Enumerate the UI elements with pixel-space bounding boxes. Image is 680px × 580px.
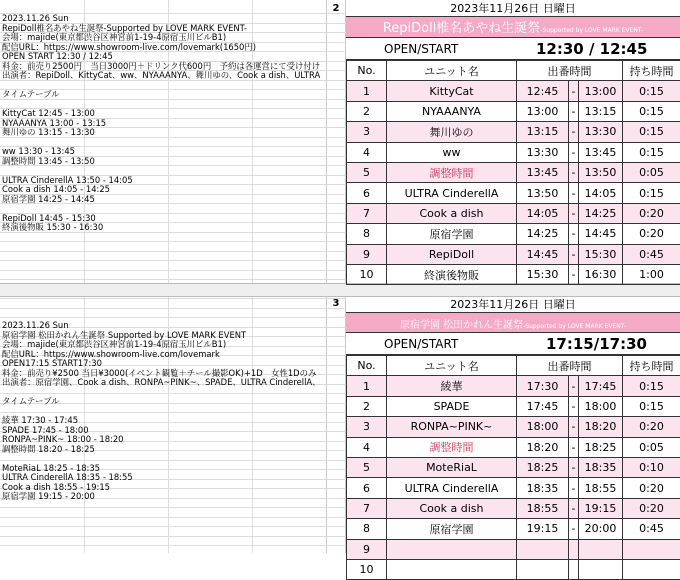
cell-line: OPEN START 12:30 / 12:45 [2,52,113,61]
cell-line: 2023.11.26 Sun [2,321,69,330]
cell-line: KittyCat 12:45 - 13:00 [2,109,95,118]
header-no: No. [347,356,387,376]
cell-start-time[interactable]: 18:00 [517,417,569,437]
table-row [347,396,680,416]
cell-start-time[interactable]: 15:30 [517,264,569,284]
cell-line: Cook a dish 18:55 - 19:15 [2,483,110,492]
cell-no[interactable]: 8 [347,224,387,244]
cell-start-time[interactable]: 14:05 [517,203,569,223]
cell-line: RepiDoll 14:45 - 15:30 [2,214,96,223]
cell-duration[interactable] [623,539,680,559]
cell-duration[interactable]: 0:15 [623,376,680,396]
cell-no[interactable]: 4 [347,437,387,457]
cell-line: ww 13:30 - 13:45 [2,147,75,156]
cell-end-time[interactable]: 17:45 [579,376,623,396]
cell-end-time[interactable]: 13:00 [579,81,623,101]
cell-no[interactable]: 4 [347,142,387,162]
cell-line: 料金：前売り2500円 当日3000円＋ドリンク代600円 予約は各運営にて受け付け [2,62,320,71]
grid-row-line [0,308,346,309]
cell-line: 出演者：原宿学園、Cook a dish、RONPA~PINK~、SPADE、ULTRA CinderellA、 [2,378,321,387]
cell-start-time[interactable] [517,539,569,559]
cell-start-time[interactable]: 12:45 [517,81,569,101]
cell-duration[interactable]: 0:15 [623,101,680,121]
open-start-value: 17:15/17:30 [546,335,647,353]
cell-line: 2023.11.26 Sun [2,14,69,23]
header-duration: 持ち時間 [623,356,680,376]
event-title: RepiDoll椎名あやね生誕祭 [383,21,541,36]
header-performance-time: 出番時間 [517,356,623,376]
cell-end-time[interactable]: 19:15 [579,498,623,518]
cell-end-time[interactable] [579,559,623,579]
cell-line: OPEN17:15 START17:30 [2,359,102,368]
cell-dash[interactable]: - [569,457,579,477]
cell-line: 調整時間 13:45 - 13:50 [2,157,95,166]
cell-start-time[interactable]: 18:55 [517,498,569,518]
cell-no[interactable]: 6 [347,183,387,203]
cell-no[interactable]: 3 [347,417,387,437]
cell-dash[interactable]: - [569,183,579,203]
grid-column-line [326,0,327,553]
cell-line: SPADE 17:45 - 18:00 [2,426,89,435]
cell-duration[interactable]: 0:20 [623,417,680,437]
cell-duration[interactable]: 0:45 [623,244,680,264]
cell-no[interactable]: 6 [347,478,387,498]
cell-no[interactable]: 8 [347,519,387,539]
open-start-label: OPEN/START [384,42,458,56]
cell-end-time[interactable]: 13:30 [579,122,623,142]
event-title: 原宿学園 松田かれん生誕祭 [400,320,523,331]
cell-dash[interactable]: - [569,264,579,284]
cell-end-time[interactable]: 14:25 [579,203,623,223]
table-row [347,417,680,437]
cell-line: タイムテーブル [2,90,60,99]
cell-dash[interactable]: - [569,437,579,457]
header-performance-time: 出番時間 [517,61,623,81]
header-no: No. [347,61,387,81]
cell-start-time[interactable]: 13:00 [517,101,569,121]
cell-unit-name[interactable]: 調整時間 [387,437,517,457]
table-row [347,519,680,539]
cell-end-time[interactable]: 13:50 [579,162,623,182]
table-row [347,457,680,477]
cell-end-time[interactable]: 13:45 [579,142,623,162]
cell-no[interactable]: 7 [347,203,387,223]
cell-no[interactable]: 7 [347,498,387,518]
timetable [346,60,680,285]
table-header-row [347,356,680,376]
table-row [347,101,680,121]
cell-no[interactable]: 3 [347,122,387,142]
cell-no[interactable]: 10 [347,559,387,579]
cell-dash[interactable]: - [569,122,579,142]
cell-duration[interactable]: 0:10 [623,457,680,477]
cell-unit-name[interactable]: RONPA~PINK~ [387,417,517,437]
cell-end-time[interactable]: 13:15 [579,101,623,121]
cell-dash[interactable]: - [569,396,579,416]
cell-duration[interactable]: 0:20 [623,203,680,223]
grid-row-line [0,298,346,299]
cell-end-time[interactable]: 18:20 [579,417,623,437]
cell-line: 調整時間 18:20 - 18:25 [2,445,95,454]
cell-unit-name[interactable]: 原宿学園 [387,519,517,539]
cell-no[interactable]: 5 [347,457,387,477]
table-row [347,376,680,396]
cell-line: RONPA~PINK~ 18:00 - 18:20 [2,435,124,444]
cell-duration[interactable]: 0:15 [623,81,680,101]
cell-end-time[interactable]: 18:00 [579,396,623,416]
cell-duration[interactable]: 0:05 [623,162,680,182]
cell-line: 終演後物販 15:30 - 16:30 [2,223,103,232]
cell-line: MoteRiaL 18:25 - 18:35 [2,464,100,473]
cell-line: ULTRA CinderellA 18:35 - 18:55 [2,473,133,482]
cell-end-time[interactable] [579,539,623,559]
cell-line: ULTRA CinderellA 13:50 - 14:05 [2,176,133,185]
cell-line: 舞川ゆの 13:15 - 13:30 [2,128,95,137]
cell-duration[interactable]: 0:45 [623,519,680,539]
cell-dash[interactable]: - [569,519,579,539]
cell-duration[interactable]: 0:15 [623,183,680,203]
cell-line: 会場：majide(東京都渋谷区神宮前1-19-4原宿玉川ビルB1) [2,33,226,42]
cell-dash[interactable] [569,539,579,559]
cell-text-block-2[interactable] [0,321,325,553]
cell-duration[interactable]: 0:15 [623,142,680,162]
cell-unit-name[interactable]: ULTRA CinderellA [387,183,517,203]
cell-no[interactable]: 9 [347,539,387,559]
table-row [347,559,680,579]
cell-unit-name[interactable] [387,559,517,579]
cell-start-time[interactable]: 19:15 [517,519,569,539]
table-row [347,264,680,284]
cell-line: 出演者：RepiDoll、KittyCat、ww、NYAAANYA、舞川ゆの、Cook a dish、ULTRA [2,71,320,80]
cell-no[interactable]: 2 [347,396,387,416]
cell-no[interactable]: 5 [347,162,387,182]
cell-dash[interactable]: - [569,417,579,437]
cell-dash[interactable]: - [569,162,579,182]
cell-unit-name[interactable]: RepiDoll [387,244,517,264]
cell-dash[interactable]: - [569,224,579,244]
open-start-row [346,38,680,60]
cell-start-time[interactable]: 18:25 [517,457,569,477]
table-row [347,122,680,142]
cell-unit-name[interactable]: 原宿学園 [387,224,517,244]
schedule-date: 2023年11月26日 日曜日 [346,0,680,17]
table-row [347,498,680,518]
table-row [347,142,680,162]
cell-end-time[interactable]: 18:25 [579,437,623,457]
cell-no[interactable]: 10 [347,264,387,284]
schedule-table-1 [346,0,680,285]
cell-start-time[interactable] [517,559,569,579]
cell-dash[interactable]: - [569,498,579,518]
cell-start-time[interactable]: 14:25 [517,224,569,244]
cell-duration[interactable]: 0:20 [623,498,680,518]
cell-line: 原宿学園 19:15 - 20:00 [2,492,95,501]
cell-duration[interactable]: 1:00 [623,264,680,284]
cell-dash[interactable]: - [569,101,579,121]
schedule-title [346,313,680,333]
table-row [347,162,680,182]
cell-unit-name[interactable]: 綾華 [387,376,517,396]
cell-duration[interactable]: 0:20 [623,224,680,244]
table-row [347,478,680,498]
cell-duration[interactable] [623,559,680,579]
cell-end-time[interactable]: 18:55 [579,478,623,498]
grid-row-line [0,317,346,318]
cell-dash[interactable] [569,559,579,579]
header-unit-name: ユニット名 [387,61,517,81]
cell-no[interactable]: 9 [347,244,387,264]
cell-unit-name[interactable]: KittyCat [387,81,517,101]
cell-line: NYAAANYA 13:00 - 13:15 [2,119,106,128]
schedule-table-2 [346,296,680,580]
cell-unit-name[interactable]: ww [387,142,517,162]
cell-line: タイムテーブル [2,397,60,406]
timetable [346,355,680,580]
cell-start-time[interactable]: 17:45 [517,396,569,416]
open-start-value: 12:30 / 12:45 [536,40,647,58]
cell-line: 原宿学園 松田かれん生誕祭 Supported by LOVE MARK EVENT [2,331,246,340]
table-row [347,203,680,223]
cell-unit-name[interactable]: NYAAANYA [387,101,517,121]
open-start-label: OPEN/START [384,337,458,351]
cell-dash[interactable]: - [569,376,579,396]
cell-unit-name[interactable]: Cook a dish [387,498,517,518]
cell-line: 綾華 17:30 - 17:45 [2,416,78,425]
cell-unit-name[interactable]: Cook a dish [387,203,517,223]
cell-dash[interactable]: - [569,244,579,264]
cell-end-time[interactable]: 18:35 [579,457,623,477]
table-row [347,437,680,457]
cell-line: 配信URL：https://www.showroom-live.com/lovemark [2,350,220,359]
cell-unit-name[interactable]: ULTRA CinderellA [387,478,517,498]
cell-start-time[interactable]: 18:20 [517,437,569,457]
cell-start-time[interactable]: 13:45 [517,162,569,182]
cell-start-time[interactable]: 13:30 [517,142,569,162]
cell-end-time[interactable]: 14:05 [579,183,623,203]
cell-line: RepiDoll椎名あやね生誕祭-Supported by LOVE MARK EVENT- [2,24,247,33]
cell-unit-name[interactable]: 調整時間 [387,162,517,182]
cell-start-time[interactable]: 18:35 [517,478,569,498]
cell-start-time[interactable]: 17:30 [517,376,569,396]
cell-start-time[interactable]: 14:45 [517,244,569,264]
cell-end-time[interactable]: 16:30 [579,264,623,284]
schedule-title [346,17,680,38]
cell-unit-name[interactable]: 終演後物販 [387,264,517,284]
cell-duration[interactable]: 0:15 [623,396,680,416]
row-number[interactable]: 2 [327,3,345,14]
table-row [347,539,680,559]
table-row [347,244,680,264]
header-duration: 持ち時間 [623,61,680,81]
cell-start-time[interactable]: 13:50 [517,183,569,203]
cell-end-time[interactable]: 15:30 [579,244,623,264]
event-subtitle: -Supported by LOVE MARK EVENT- [540,27,643,34]
cell-unit-name[interactable] [387,539,517,559]
cell-dash[interactable]: - [569,81,579,101]
table-row [347,81,680,101]
table-row [347,224,680,244]
cell-text-block-1[interactable] [0,14,325,282]
cell-dash[interactable]: - [569,478,579,498]
cell-line: 会場：majide(東京都渋谷区神宮前1-19-4原宿玉川ビルB1) [2,340,226,349]
cell-line: 料金：前売り¥2500 当日¥3000(イベント観覧＋チール撮影OK)+1D 女性1Dのみ [2,369,316,378]
cell-end-time[interactable]: 20:00 [579,519,623,539]
cell-start-time[interactable]: 13:15 [517,122,569,142]
cell-duration[interactable]: 0:20 [623,478,680,498]
cell-unit-name[interactable]: 舞川ゆの [387,122,517,142]
event-subtitle: -Supported by LOVE MARK EVENT- [523,323,626,330]
cell-duration[interactable]: 0:05 [623,437,680,457]
cell-end-time[interactable]: 14:45 [579,224,623,244]
cell-dash[interactable]: - [569,142,579,162]
table-header-row [347,61,680,81]
open-start-row [346,333,680,355]
cell-duration[interactable]: 0:15 [623,122,680,142]
schedule-date: 2023年11月26日 日曜日 [346,296,680,313]
cell-dash[interactable]: - [569,203,579,223]
cell-line: 配信URL：https://www.showroom-live.com/lovemark(1650円) [2,43,256,52]
cell-line: Cook a dish 14:05 - 14:25 [2,185,110,194]
cell-no[interactable]: 1 [347,376,387,396]
header-unit-name: ユニット名 [387,356,517,376]
row-number[interactable]: 3 [327,298,345,309]
cell-unit-name[interactable]: SPADE [387,396,517,416]
cell-no[interactable]: 1 [347,81,387,101]
cell-no[interactable]: 2 [347,101,387,121]
cell-unit-name[interactable]: MoteRiaL [387,457,517,477]
table-row [347,183,680,203]
cell-line: 原宿学園 14:25 - 14:45 [2,195,95,204]
